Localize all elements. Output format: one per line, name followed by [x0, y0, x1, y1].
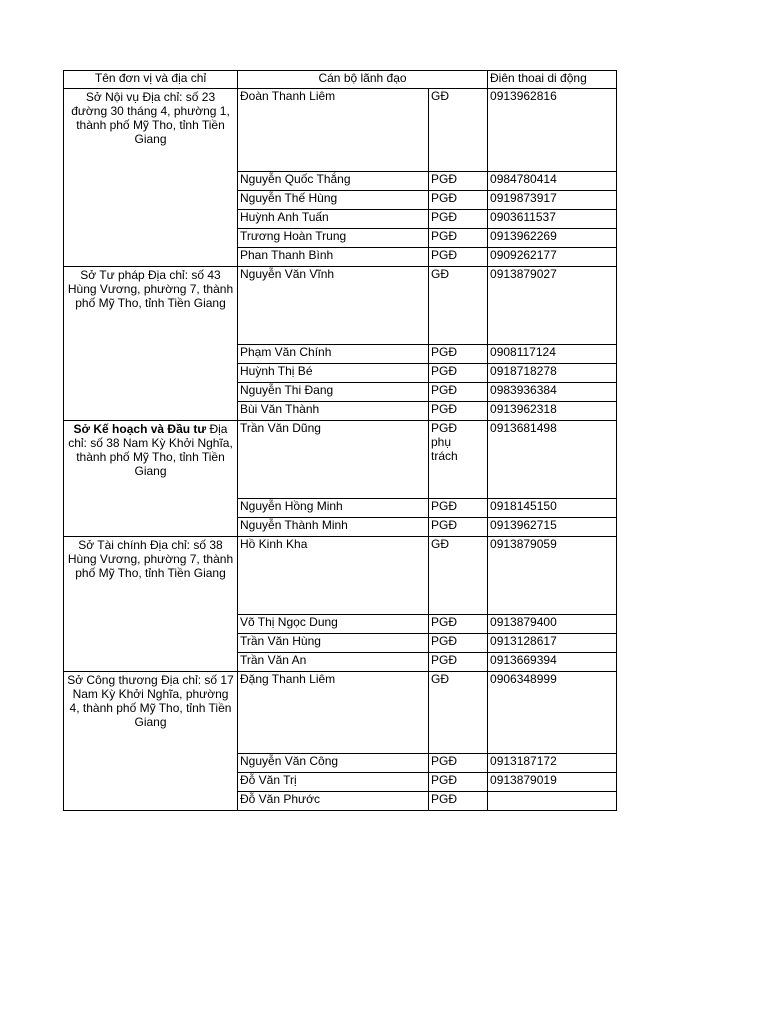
- leader-name: Huỳnh Anh Tuấn: [238, 210, 429, 229]
- leader-phone: 0906348999: [488, 672, 617, 754]
- leader-phone: 0913962715: [488, 518, 617, 537]
- leader-position: PGĐ: [429, 172, 488, 191]
- unit-name: Sở Kế hoạch và Đầu tư: [73, 422, 207, 436]
- phone-column-header: Điên thoai di động: [488, 71, 617, 89]
- leader-phone: 0913962269: [488, 229, 617, 248]
- unit-name: Sở Nội vụ: [85, 90, 140, 104]
- leader-position: GĐ: [429, 537, 488, 615]
- leader-name: Đỗ Văn Phước: [238, 792, 429, 811]
- leader-name: Nguyễn Văn Công: [238, 754, 429, 773]
- leader-position: PGĐ: [429, 653, 488, 672]
- leader-phone: 0909262177: [488, 248, 617, 267]
- leader-phone: 0913187172: [488, 754, 617, 773]
- leader-name: Trần Văn An: [238, 653, 429, 672]
- leader-phone: 0913669394: [488, 653, 617, 672]
- leader-position: PGĐ: [429, 773, 488, 792]
- leader-position: PGĐ phụ trách: [429, 421, 488, 499]
- leader-name: Trương Hoàn Trung: [238, 229, 429, 248]
- leader-name: Nguyễn Thi Đang: [238, 383, 429, 402]
- leader-name: Đoàn Thanh Liêm: [238, 89, 429, 172]
- leader-phone: [488, 792, 617, 811]
- leader-phone: 0919873917: [488, 191, 617, 210]
- leader-position: GĐ: [429, 89, 488, 172]
- leader-position: PGĐ: [429, 210, 488, 229]
- leader-position: PGĐ: [429, 364, 488, 383]
- table-row: [64, 537, 617, 615]
- leader-column-header: Cán bộ lãnh đạo: [238, 71, 488, 89]
- table-row: [64, 421, 617, 499]
- leader-phone: 0913879019: [488, 773, 617, 792]
- leader-position: PGĐ: [429, 792, 488, 811]
- leader-name: Nguyễn Hồng Minh: [238, 499, 429, 518]
- leader-name: Võ Thị Ngọc Dung: [238, 615, 429, 634]
- leader-name: Phạm Văn Chính: [238, 345, 429, 364]
- leader-phone: 0913962318: [488, 402, 617, 421]
- leader-position: PGĐ: [429, 615, 488, 634]
- leader-phone: 0983936384: [488, 383, 617, 402]
- leader-phone: 0903611537: [488, 210, 617, 229]
- leader-name: Trần Văn Hùng: [238, 634, 429, 653]
- unit-cell: [64, 89, 238, 267]
- leader-name: Huỳnh Thị Bé: [238, 364, 429, 383]
- leader-position: PGĐ: [429, 499, 488, 518]
- leader-name: Nguyễn Thế Hùng: [238, 191, 429, 210]
- leader-position: PGĐ: [429, 229, 488, 248]
- leader-position: GĐ: [429, 672, 488, 754]
- leader-name: Nguyễn Văn Vĩnh: [238, 267, 429, 345]
- table-row: [64, 672, 617, 754]
- leader-position: PGĐ: [429, 754, 488, 773]
- unit-column-header: Tên đơn vị và địa chỉ: [64, 71, 238, 89]
- header-row: [64, 71, 617, 89]
- table-body: [64, 71, 617, 811]
- leaders-directory-table: [63, 70, 617, 811]
- unit-cell: [64, 672, 238, 811]
- leader-phone: 0908117124: [488, 345, 617, 364]
- unit-address: Địa chỉ: số 38 Nam Kỳ Khởi Nghĩa, thành phố Mỹ Tho, tỉnh Tiền Giang: [68, 422, 233, 478]
- leader-position: PGĐ: [429, 191, 488, 210]
- table-row: [64, 267, 617, 345]
- leader-name: Nguyễn Thành Minh: [238, 518, 429, 537]
- leader-position: PGĐ: [429, 345, 488, 364]
- leader-name: Phan Thanh Bình: [238, 248, 429, 267]
- unit-address: Địa chỉ: số 43 Hùng Vương, phường 7, thành phố Mỹ Tho, tỉnh Tiền Giang: [67, 268, 234, 310]
- unit-address: Địa chỉ: số 38 Hùng Vương, phường 7, thành phố Mỹ Tho, tỉnh Tiền Giang: [67, 538, 234, 580]
- leader-phone: 0913879400: [488, 615, 617, 634]
- leader-phone: 0913879059: [488, 537, 617, 615]
- unit-name: Sở Tư pháp: [80, 268, 145, 282]
- unit-name: Sở Công thương: [67, 673, 158, 687]
- leader-name: Đặng Thanh Liêm: [238, 672, 429, 754]
- leader-position: PGĐ: [429, 518, 488, 537]
- leader-phone: 0913879027: [488, 267, 617, 345]
- leader-name: Nguyễn Quốc Thắng: [238, 172, 429, 191]
- leader-name: Bùi Văn Thành: [238, 402, 429, 421]
- leader-position: PGĐ: [429, 402, 488, 421]
- leader-position: GĐ: [429, 267, 488, 345]
- leader-position: PGĐ: [429, 634, 488, 653]
- leader-phone: 0918145150: [488, 499, 617, 518]
- leader-phone: 0913128617: [488, 634, 617, 653]
- leader-phone: 0913962816: [488, 89, 617, 172]
- leader-phone: 0913681498: [488, 421, 617, 499]
- unit-address: Địa chỉ: số 23 đường 30 tháng 4, phường 1, thành phố Mỹ Tho, tỉnh Tiền Giang: [71, 90, 230, 146]
- leader-phone: 0984780414: [488, 172, 617, 191]
- unit-name: Sở Tài chính: [78, 538, 147, 552]
- table-row: [64, 89, 617, 172]
- leader-position: PGĐ: [429, 383, 488, 402]
- leader-name: Trần Văn Dũng: [238, 421, 429, 499]
- leader-name: Hồ Kinh Kha: [238, 537, 429, 615]
- leader-position: PGĐ: [429, 248, 488, 267]
- unit-cell: [64, 267, 238, 421]
- leader-name: Đỗ Văn Trị: [238, 773, 429, 792]
- leader-phone: 0918718278: [488, 364, 617, 383]
- unit-cell: [64, 421, 238, 537]
- unit-address: Địa chỉ: số 17 Nam Kỳ Khởi Nghĩa, phường 4, thành phố Mỹ Tho, tỉnh Tiền Giang: [69, 673, 234, 729]
- unit-cell: [64, 537, 238, 672]
